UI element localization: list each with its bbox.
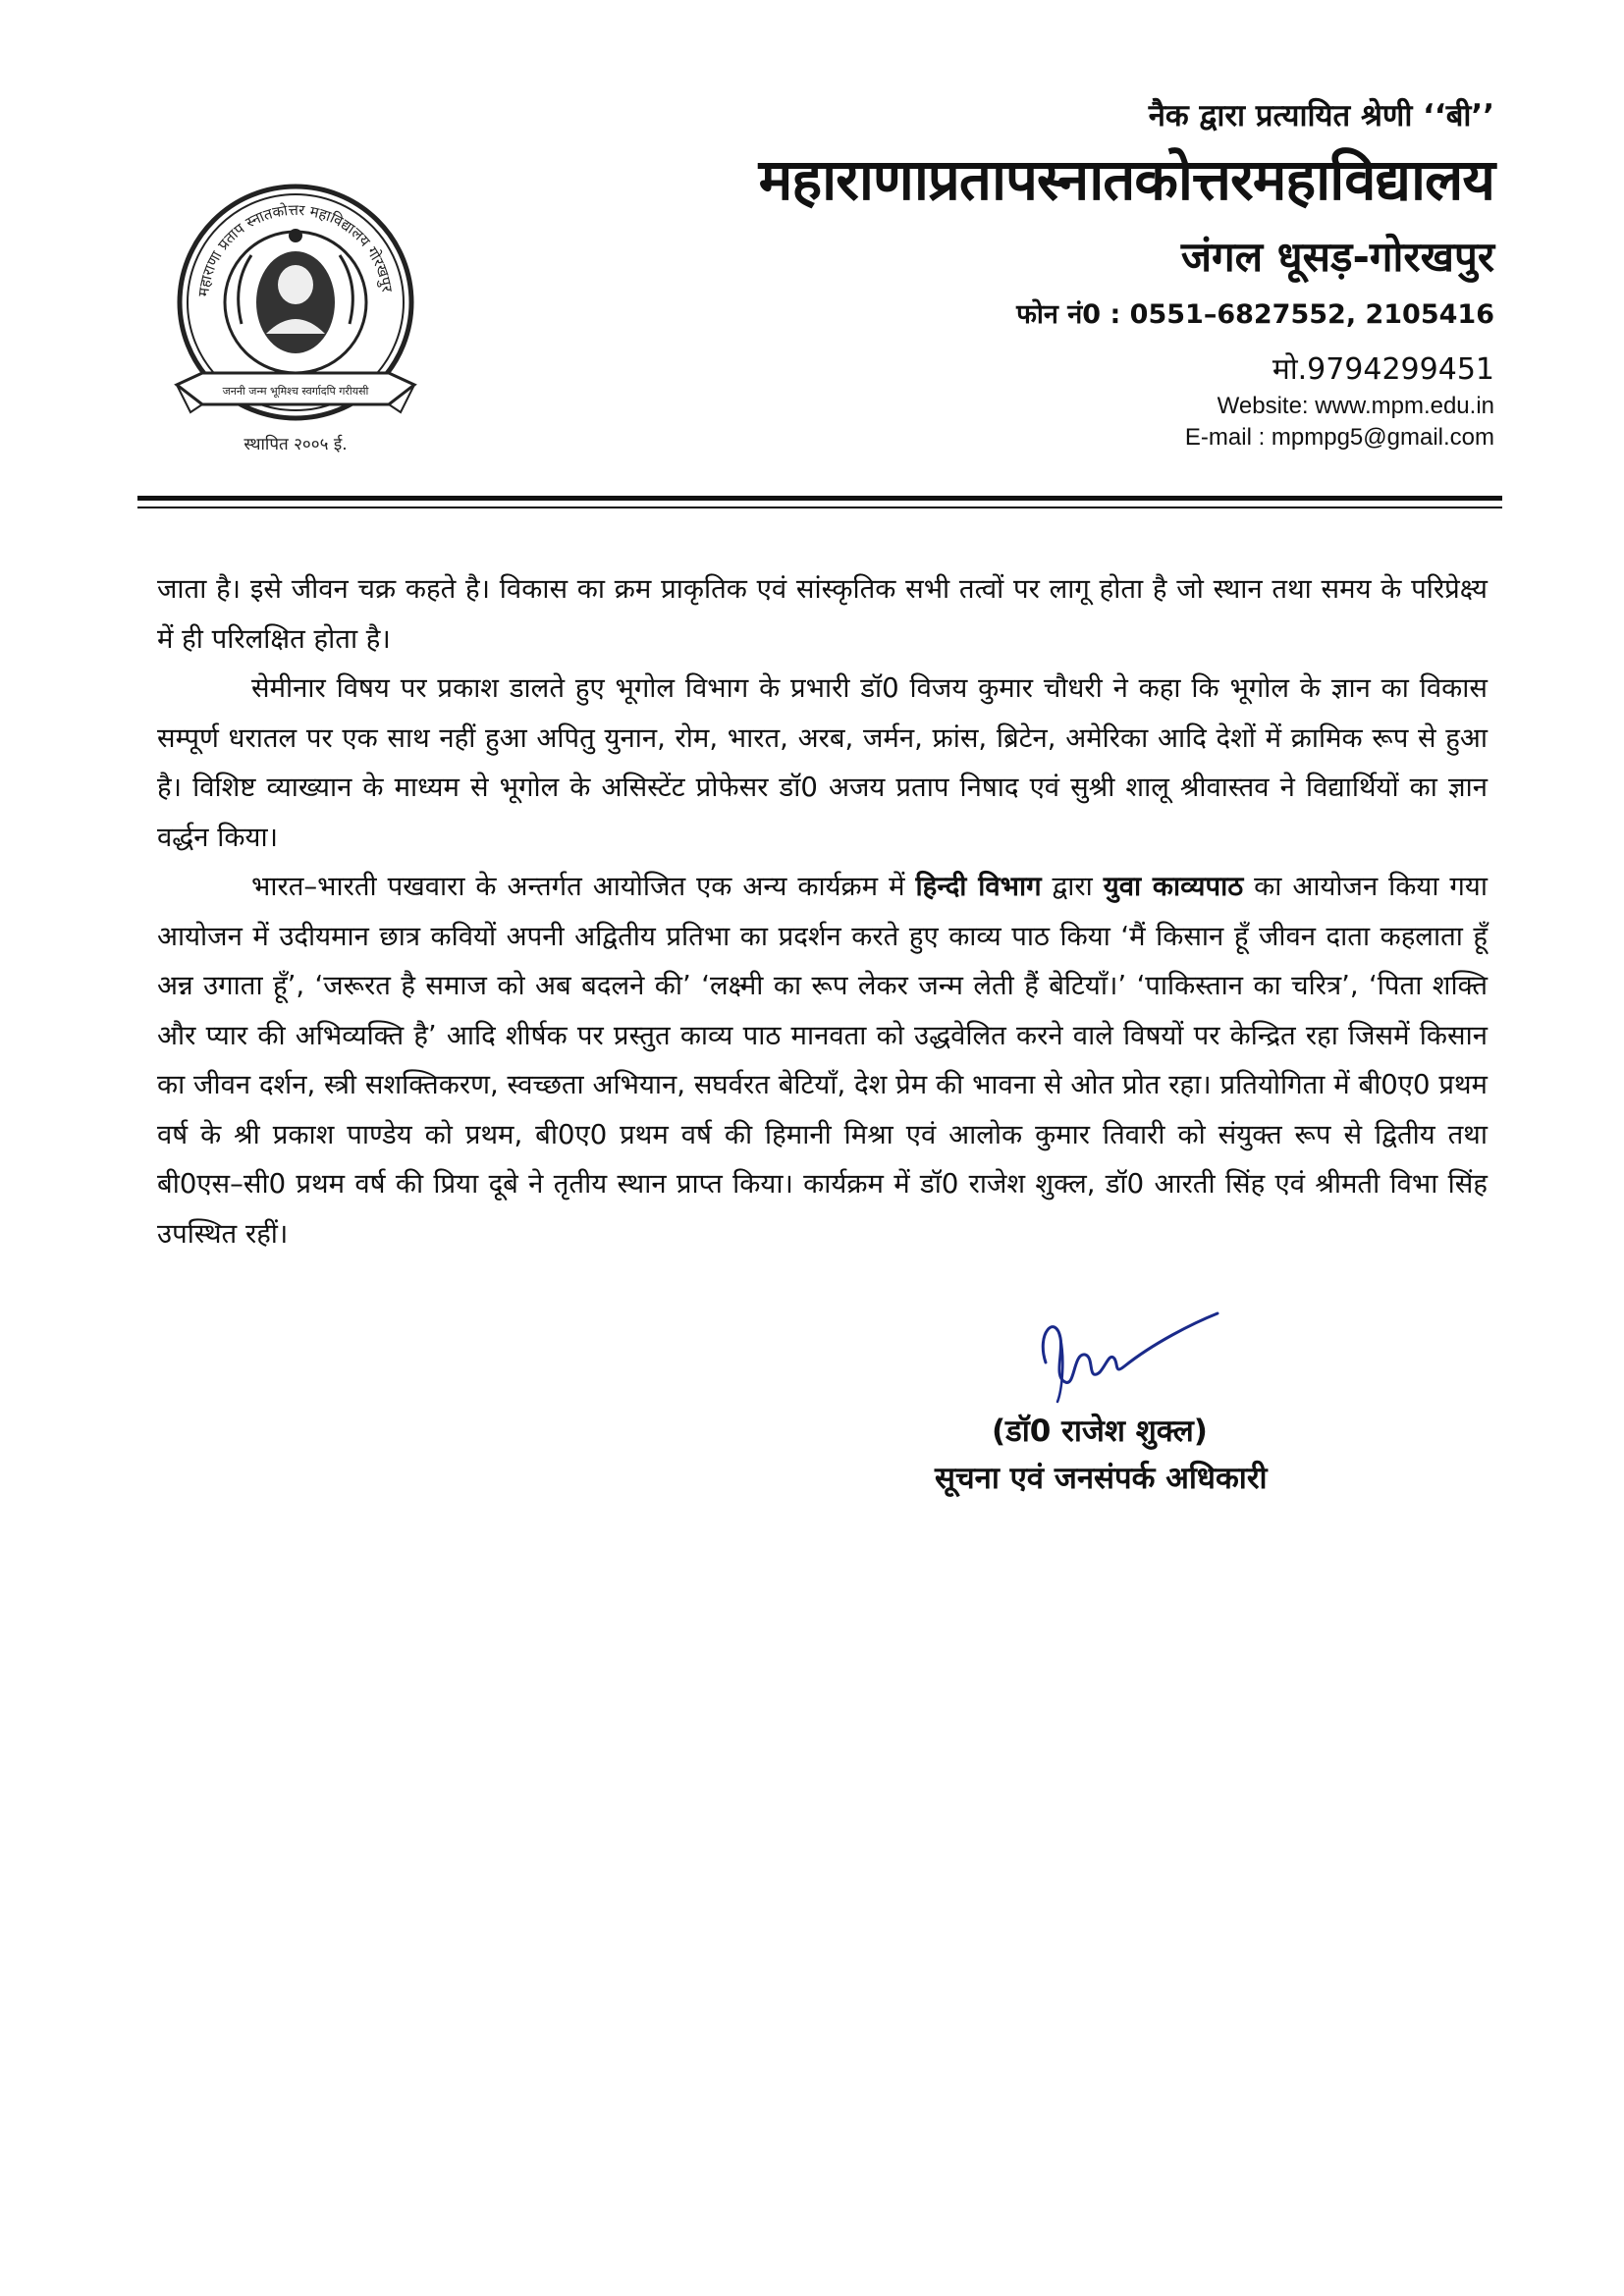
p3-text-d: का आयोजन किया गया आयोजन में उदीयमान छात्र कवियों अपनी अद्वितीय प्रतिभा का प्रदर्शन करते हुए काव्य पाठ किया ‘मैं किसान हूँ जीवन दाता कहलाता हूँ अन्न उगाता हूँ’, ‘जरूरत है समाज को अब बदलने की’ ‘लक्ष्मी का रूप लेकर जन्म लेती हैं बेटियाँ।’ ‘पाकिस्तान का चरित्र’, ‘पिता शक्ति और प्यार की अभिव्यक्ति है’ आदि शीर्षक पर प्रस्तुत काव्य पाठ मानवता को उद्धवेलित करने वाले विषयों पर केन्द्रित रहा जिसमें किसान का जीवन दर्शन, स्त्री सशक्तिकरण, स्वच्छता अभियान, सघर्वरत बेटियाँ, देश प्रेम की भावना से ओत प्रोत रहा। प्रतियोगिता में बी0ए0 प्रथम वर्ष के श्री प्रकाश पाण्डेय को प्रथम, बी0ए0 प्रथम वर्ष की हिमानी मिश्रा एवं आलोक कुमार तिवारी को संयुक्त रूप से द्वितीय तथा बी0एस–सी0 प्रथम वर्ष की प्रिया दूबे ने तृतीय स्थान प्राप्त किया। कार्यक्रम में डॉ0 राजेश शुक्ल, डॉ0 आरती सिंह एवं श्रीमती विभा सिंह उपस्थित रहीं। [157, 871, 1488, 1250]
seal-ring-text: महाराणा प्रताप स्नातकोत्तर महाविद्यालय गोरखपुर [194, 200, 397, 297]
signatory-name: (डॉ0 राजेश शुक्ल) [992, 1414, 1208, 1449]
established-year: स्थापित २००५ ई. [244, 435, 348, 454]
seal-ribbon-text: जननी जन्म भूमिश्च स्वर्गादपि गरीयसी [222, 385, 369, 398]
header-divider-thin [137, 507, 1502, 508]
college-seal-icon [173, 177, 418, 461]
phone-number: फोन नं0 : 0551–6827552, 2105416 [1016, 299, 1494, 330]
website-link[interactable]: Website: www.mpm.edu.in [1217, 393, 1494, 419]
college-location: जंगल धूसड़-गोरखपुर [1180, 233, 1494, 281]
p3-text-c: द्वारा [1041, 871, 1104, 902]
header-divider-thick [137, 496, 1502, 501]
mobile-number: मो.9794299451 [1272, 352, 1494, 387]
accreditation-line: नैक द्वारा प्रत्यायित श्रेणी ‘‘बी’’ [1148, 98, 1494, 133]
email-link[interactable]: E-mail : mpmpg5@gmail.com [1184, 424, 1494, 451]
paragraph-1: जाता है। इसे जीवन चक्र कहते है। विकास का क्रम प्राकृतिक एवं सांस्कृतिक सभी तत्वों पर लागू होता है जो स्थान तथा समय के परिप्रेक्ष्य में ही परिलक्षित होता है। [157, 573, 1488, 655]
paragraph-2: सेमीनार विषय पर प्रकाश डालते हुए भूगोल विभाग के प्रभारी डॉ0 विजय कुमार चौधरी ने कहा कि भूगोल के ज्ञान का विकास सम्पूर्ण धरातल पर एक साथ नहीं हुआ अपितु युनान, रोम, भारत, अरब, जर्मन, फ्रांस, ब्रिटेन, अमेरिका आदि देशों में क्रामिक रूप से हुआ है। विशिष्ट व्याख्यान के माध्यम से भूगोल के असिस्टेंट प्रोफेसर डॉ0 अजय प्रताप निषाद एवं सुश्री शालू श्रीवास्तव ने विद्यार्थियों का ज्ञान वर्द्धन किया। [157, 672, 1488, 853]
letter-body [157, 564, 1488, 1258]
hindi-department-bold: हिन्दी विभाग [915, 871, 1042, 902]
college-name: महाराणाप्रतापस्नातकोत्तरमहाविद्यालय [758, 146, 1494, 213]
p3-text-a: भारत–भारती पखवारा के अन्तर्गत आयोजित एक अन्य कार्यक्रम में [251, 871, 916, 902]
paragraph-3 [157, 862, 1488, 1258]
signatory-title: सूचना एवं जनसंपर्क अधिकारी [935, 1461, 1268, 1496]
signature-icon [1016, 1294, 1232, 1412]
yuva-kavyapath-bold: युवा काव्यपाठ [1103, 871, 1244, 902]
